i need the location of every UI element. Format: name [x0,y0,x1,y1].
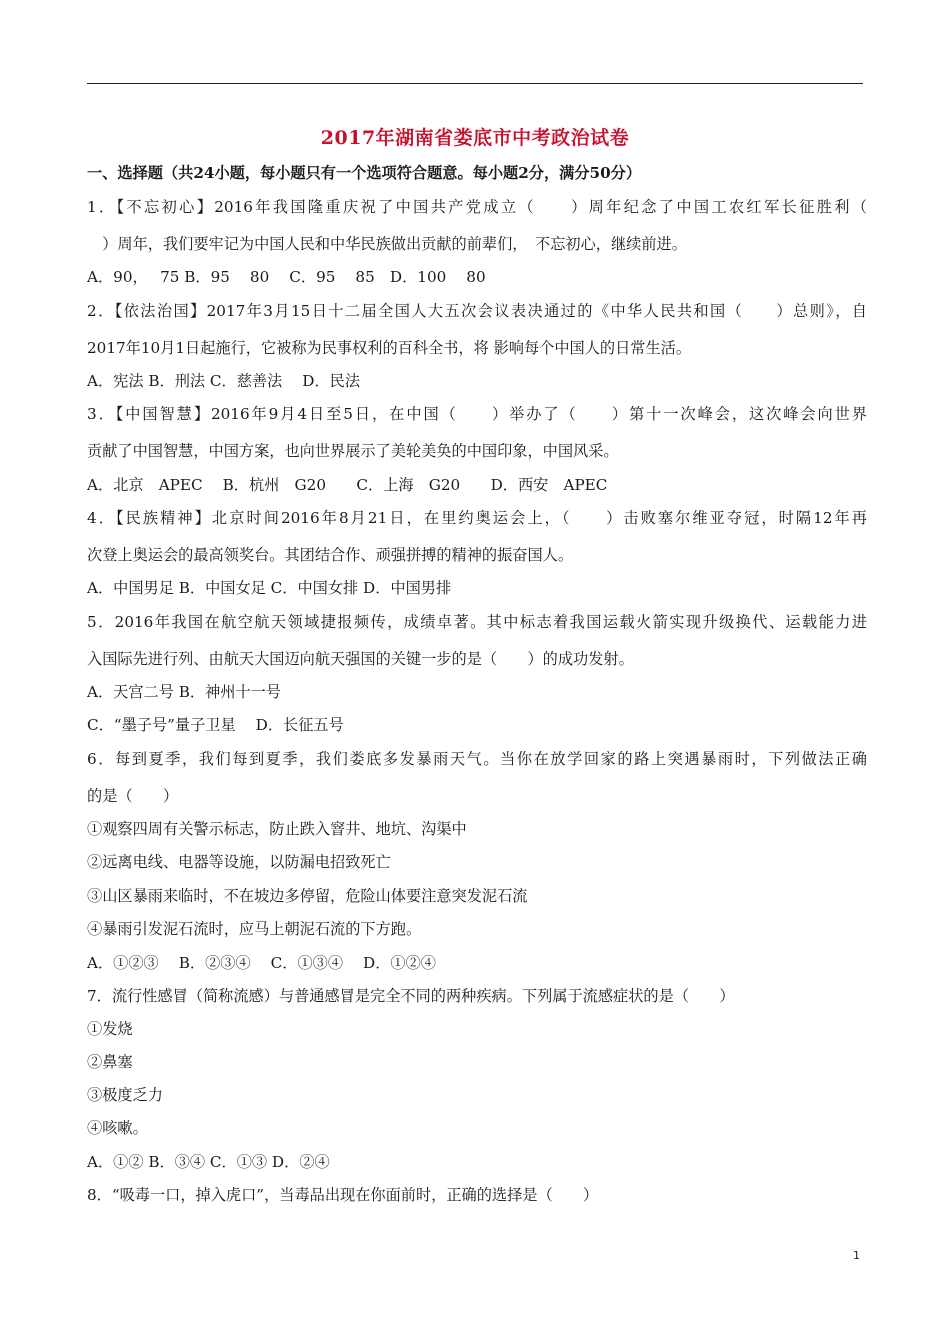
q7-item2: ②鼻塞 [87,1053,133,1071]
q4-options: A．中国男足 B．中国女足 C．中国女排 D．中国男排 [87,579,452,597]
q6-options: A．①②③ B．②③④ C．①③④ D．①②④ [87,954,436,972]
q5-line2: 入国际先进行列、由航天大国迈向航天强国的关键一步的是（ ）的成功发射。 [87,650,634,668]
q7-options: A．①② B．③④ C．①③ D．②④ [87,1153,330,1171]
page-number: 1 [853,1249,860,1262]
q1-line1: 1．【不忘初心】2016年我国隆重庆祝了中国共产党成立（ ）周年纪念了中国工农红军长征胜利（ [87,198,867,216]
q6-line2: 的是（ ） [87,787,179,805]
q7-item1: ①发烧 [87,1020,133,1038]
q2-line1: 2．【依法治国】2017年3月15日十二届全国人大五次会议表决通过的《中华人民共和国（ ）总则》，自 [87,302,867,320]
header-rule [87,83,863,84]
q1-options: A．90， 75 B．95 80 C．95 85 D．100 80 [87,268,486,286]
q2-line2: 2017年10月1日起施行，它被称为民事权利的百科全书，将 影响每个中国人的日常生活。 [87,339,692,357]
q4-line1: 4．【民族精神】北京时间2016年8月21日，在里约奥运会上，（ ）击败塞尔维亚夺冠，时隔12年再 [87,509,867,527]
q6-item4: ④暴雨引发泥石流时，应马上朝泥石流的下方跑。 [87,920,422,938]
q3-line2: 贡献了中国智慧，中国方案，也向世界展示了美轮美奂的中国印象，中国风采。 [87,442,619,460]
q7-line1: 7．流行性感冒（简称流感）与普通感冒是完全不同的两种疾病。下列属于流感症状的是（ ） [87,987,735,1005]
q6-item2: ②远离电线、电器等设施，以防漏电招致死亡 [87,853,391,871]
q2-options: A．宪法 B．刑法 C．慈善法 D．民法 [87,372,361,390]
q6-item3: ③山区暴雨来临时，不在坡边多停留，危险山体要注意突发泥石流 [87,887,528,905]
q6-line1: 6．每到夏季，我们每到夏季，我们娄底多发暴雨天气。当你在放学回家的路上突遇暴雨时，下列做法正确 [87,750,867,768]
q8-line1: 8．“吸毒一口，掉入虎口”，当毒品出现在你面前时，正确的选择是（ ） [87,1186,599,1204]
q3-line1: 3．【中国智慧】2016年9月4日至5日，在中国（ ）举办了（ ）第十一次峰会，这次峰会向世界 [87,405,867,423]
q1-line2: ）周年，我们要牢记为中国人民和中华民族做出贡献的前辈们， 不忘初心，继续前进。 [87,235,687,253]
q7-item3: ③极度乏力 [87,1086,163,1104]
q3-options: A．北京 APEC B．杭州 G20 C．上海 G20 D．西安 APEC [87,476,608,494]
page-title: 2017年湖南省娄底市中考政治试卷 [320,127,630,149]
q5-line1: 5．2016年我国在航空航天领域捷报频传，成绩卓著。其中标志着我国运载火箭实现升级换代、运载能力进 [87,613,867,631]
q5-options-cd: C．“墨子号”量子卫星 D．长征五号 [87,716,344,734]
q7-item4: ④咳嗽。 [87,1119,148,1137]
q6-item1: ①观察四周有关警示标志，防止跌入窨井、地坑、沟渠中 [87,820,467,838]
q4-line2: 次登上奥运会的最高领奖台。其团结合作、顽强拼搏的精神的振奋国人。 [87,546,573,564]
q5-options-ab: A．天宫二号 B．神州十一号 [87,683,282,701]
section-heading: 一、选择题（共24小题，每小题只有一个选项符合题意。每小题2分，满分50分） [87,164,642,182]
